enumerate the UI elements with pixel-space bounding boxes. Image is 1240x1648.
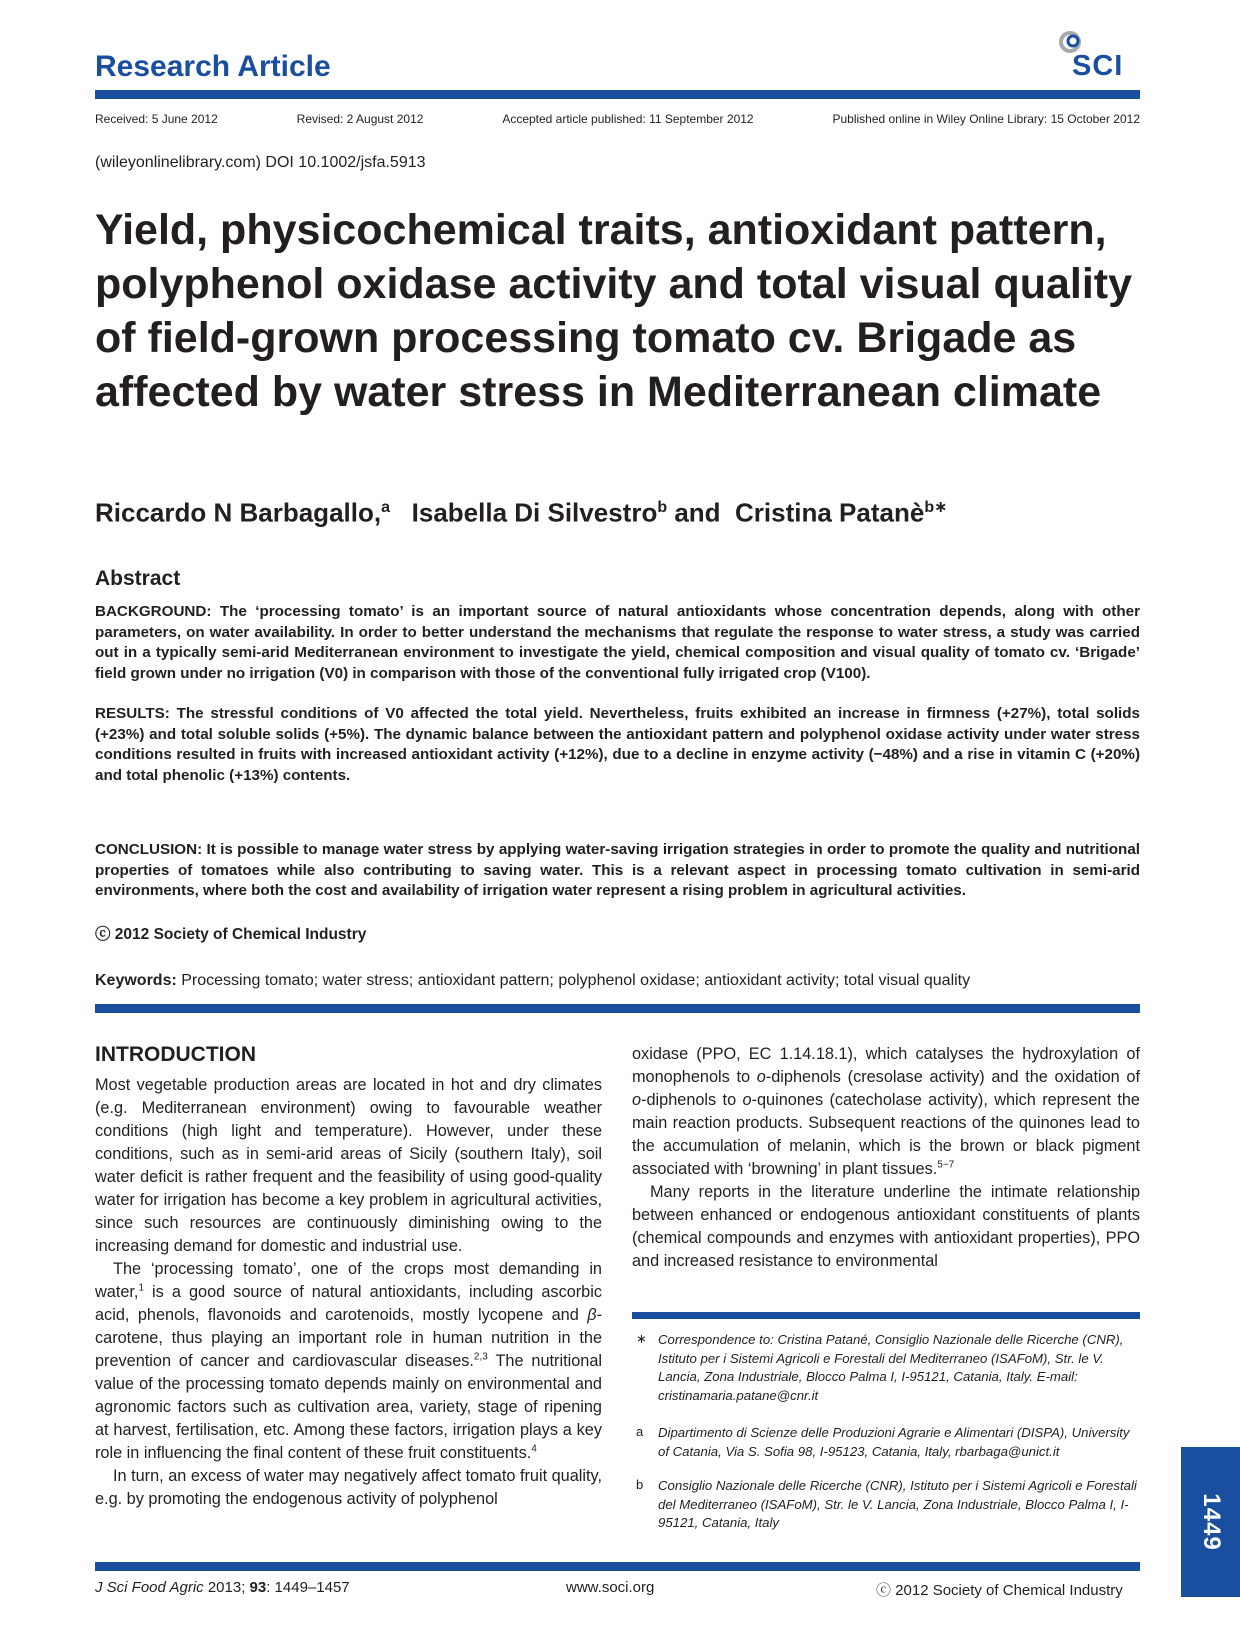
intro-paragraph: Many reports in the literature underline the intimate relationship between enhanced or endogenous antioxidant constituents of plants (chemical compounds and enzymes with antioxidant properties), PPO and increased resistance to environmental [632, 1183, 1140, 1270]
intro-paragraph: Most vegetable production areas are located in hot and dry climates (e.g. Mediterranean environment) owing to favourable weather conditions (high light and temperature). However, under these conditions, such as in semi-arid areas of Sicily (southern Italy), soil water deficit is rather frequent and the feasibility of using good-quality water for irrigation has become a key problem in agricultural activities, since such resources are continuously diminishing owing to the increasing demand for domestic and industrial use. [95, 1076, 602, 1255]
citation-ref[interactable]: 1 [138, 1282, 144, 1294]
intro-paragraph [632, 1043, 1140, 1181]
footnote-rule [632, 1312, 1140, 1319]
published-date: Published online in Wiley Online Library: 15 October 2012 [832, 112, 1140, 126]
text-run: is a good source of natural antioxidants, including ascorbic acid, phenols, flavonoids and carotenoids, mostly lycopene and [95, 1283, 602, 1324]
doi-line[interactable]: (wileyonlinelibrary.com) DOI 10.1002/jsfa.5913 [95, 154, 426, 171]
left-column [95, 1074, 602, 1511]
footer-website[interactable]: www.soci.org [566, 1579, 655, 1596]
author-name: Isabella Di Silvestro [411, 497, 658, 528]
abstract-copyright: ⓒ 2012 Society of Chemical Industry [95, 926, 367, 943]
accepted-date: Accepted article published: 11 September 2012 [502, 112, 754, 126]
received-date: Received: 5 June 2012 [95, 112, 218, 126]
page-number-tab [1181, 1447, 1240, 1597]
abstract-heading: Abstract [95, 567, 181, 590]
text-run: -diphenols to [641, 1091, 743, 1109]
italic-o: o [632, 1091, 642, 1109]
author-list [95, 497, 948, 529]
footnote-mark: a [636, 1424, 644, 1439]
header-rule [95, 90, 1140, 99]
abstract-results: RESULTS: The stressful conditions of V0 affected the total yield. Nevertheless, fruits exhibited an increase in firmness (+27%), total solids (+23%) and total soluble solids (+5%). The dynamic balance between the antioxidant pattern and polyphenol oxidase activity under water stress conditions resulted in fruits with increased antioxidant activity (+12%), due to a decline in enzyme activity (−48%) and a rise in vitamin C (+20%) and total phenolic (+13%) contents. [95, 705, 1140, 784]
intro-paragraph: In turn, an excess of water may negatively affect tomato fruit quality, e.g. by promoting the endogenous activity of polyphenol [95, 1467, 602, 1508]
revised-date: Revised: 2 August 2012 [296, 112, 424, 126]
journal-year: 2013; [203, 1579, 250, 1596]
author-name: Cristina Patanè [735, 497, 925, 528]
citation-ref[interactable]: 5−7 [937, 1159, 955, 1171]
footnote-text: Correspondence to: Cristina Patané, Consiglio Nazionale delle Ricerche (CNR), Istituto per i Sistemi Agricoli e Forestali del Mediterraneo (ISAFoM), Str. le V. Lancia, Zona Industriale, Blocco Palma I, I-95121, Catania, Italy. E-mail: cristinamaria.patane@cnr.it [658, 1332, 1124, 1403]
footnote-affiliation-b [636, 1477, 1140, 1533]
journal-name: J Sci Food Agric [95, 1579, 204, 1596]
footnote-mark: ∗ [636, 1331, 647, 1346]
journal-volume: 93 [249, 1579, 267, 1596]
section-label: Research Article [95, 50, 331, 83]
footnote-mark: b [636, 1477, 644, 1492]
sci-logo-text: SCI [1072, 50, 1124, 82]
intro-paragraph [95, 1258, 602, 1465]
footer-citation [95, 1579, 350, 1596]
journal-pages: : 1449–1457 [266, 1579, 350, 1596]
italic-o: o [742, 1091, 752, 1109]
abstract-background: BACKGROUND: The ‘processing tomato’ is an important source of natural antioxidants whose concentration depends, along with other parameters, on water availability. In order to better understand the mechanisms that regulate the response to water stress, a study was carried out in a typically semi-arid Mediterranean environment to investigate the yield, chemical composition and visual quality of tomato cv. ‘Brigade’ field grown under no irrigation (V0) in comparison with those of the conventional fully irrigated crop (V100). [95, 603, 1140, 682]
text-run: -quinones (catecholase activity), which represent the main reaction products. Subsequent reactions of the quinones lead to the accumulation of melanin, which is the brown or black pigment associated with ‘browning’ in plant tissues. [632, 1091, 1140, 1178]
author-conjunction: and [674, 497, 721, 528]
publication-dates [95, 112, 1140, 126]
text-run: oxidase (PPO, EC 1.14.18.1), which catalyses the hydroxylation of monophenols to [632, 1045, 1140, 1086]
text-run: -diphenols (cresolase activity) and the oxidation of [765, 1068, 1140, 1086]
keywords [95, 972, 970, 990]
sci-logo [1058, 30, 1142, 82]
right-column [632, 1043, 1140, 1273]
text-run: The nutritional value of the processing tomato depends mainly on environmental and agronomic factors such as cultivation area, variety, stage of ripening at harvest, fertilisation, etc. Among these factors, irrigation plays a key role in influencing the final content of these fruit constituents. [95, 1352, 602, 1462]
footer-rule [95, 1562, 1140, 1571]
italic-o: o [756, 1068, 766, 1086]
citation-ref[interactable]: 4 [531, 1443, 537, 1455]
footer-copyright: ⓒ 2012 Society of Chemical Industry [876, 1582, 1123, 1599]
section-heading-introduction: INTRODUCTION [95, 1043, 256, 1066]
keywords-text: Processing tomato; water stress; antioxidant pattern; polyphenol oxidase; antioxidant activity; total visual quality [181, 972, 971, 989]
author-affiliation-mark: b [657, 499, 668, 516]
text-run: -carotene, thus playing an important role in human nutrition in the prevention of cancer and cardiovascular diseases. [95, 1306, 602, 1370]
page-number: 1449 [1197, 1493, 1225, 1551]
greek-beta: β [587, 1306, 597, 1324]
article-title: Yield, physicochemical traits, antioxidant pattern, polyphenol oxidase activity and total visual quality of field-grown processing tomato cv. Brigade as affected by water stress in Mediterranean climate [95, 206, 1133, 416]
text-run: The ‘processing tomato’, one of the crops most demanding in water, [95, 1260, 602, 1301]
citation-ref[interactable]: 2,3 [473, 1351, 488, 1363]
keywords-label: Keywords: [95, 972, 177, 989]
abstract-rule [95, 1004, 1140, 1013]
footnote-affiliation-a [636, 1424, 1140, 1461]
footnote-text: Dipartimento di Scienze delle Produzioni Agrarie e Alimentari (DISPA), University of Catania, Via S. Sofia 98, I-95123, Catania, Italy, rbarbaga@unict.it [658, 1425, 1130, 1459]
author-name: Riccardo N Barbagallo, [95, 497, 382, 528]
abstract-conclusion: CONCLUSION: It is possible to manage water stress by applying water-saving irrigation strategies in order to promote the quality and nutritional properties of tomatoes while also contributing to saving water. This is a relevant aspect in processing tomato cultivation in semi-arid environments, where both the cost and availability of irrigation water represent a rising problem in agricultural activities. [95, 841, 1140, 899]
author-affiliation-mark: a [381, 499, 390, 516]
footnote-text: Consiglio Nazionale delle Ricerche (CNR), Istituto per i Sistemi Agricoli e Forestali del Mediterraneo (ISAFoM), Str. le V. Lancia, Zona Industriale, Blocco Palma I, I-95121, Catania, Italy [658, 1478, 1137, 1530]
author-affiliation-mark: b∗ [924, 499, 948, 516]
footnote-correspondence [636, 1331, 1140, 1405]
